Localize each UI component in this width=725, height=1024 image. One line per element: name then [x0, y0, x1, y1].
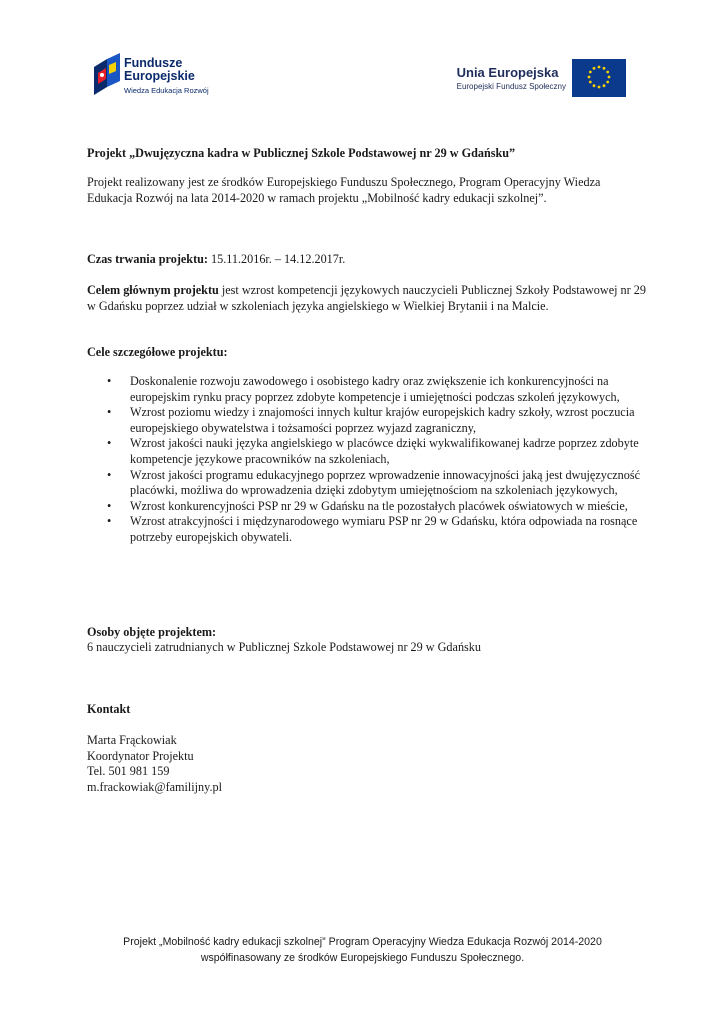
list-item — [87, 499, 647, 515]
persons-heading: Osoby objęte projektem: — [87, 625, 217, 639]
main-goal-paragraph — [87, 283, 647, 314]
bullet-icon: • — [107, 374, 112, 388]
list-item-text: Wzrost konkurencyjności PSP nr 29 w Gdańsku na tle pozostałych placówek oświatowych w mieście, — [130, 498, 628, 513]
ue-title: Unia Europejska — [456, 65, 559, 80]
duration-value: 15.11.2016r. – 14.12.2017r. — [207, 252, 346, 266]
eu-flag-icon — [572, 59, 626, 97]
bullet-icon: • — [107, 436, 112, 451]
list-item-text: Doskonalenie rozwoju zawodowego i osobistego kadry oraz zwiększenie ich konkurencyjności na europejskim rynku pracy poprzez zdobyte kompetencje i umiejętności podczas szkoleń językowych, — [130, 374, 620, 404]
list-item-text: Wzrost jakości programu edukacyjnego poprzez wprowadzenie innowacyjności jaką jest dwujęzyczność placówki, możliwa do wprowadzenia dzięki zdobytym umiejętnościom na szkoleniach językowych, — [130, 467, 640, 498]
fundusze-europejskie-mark-icon — [94, 53, 120, 97]
list-item — [87, 468, 647, 499]
bullet-icon: • — [107, 467, 112, 482]
contact-name: Marta Frąckowiak — [87, 733, 177, 747]
page-footer — [0, 935, 725, 966]
ue-subtitle: Europejski Fundusz Społeczny — [456, 82, 566, 91]
bullet-icon: • — [107, 498, 112, 513]
fundusze-europejskie-logo — [94, 53, 234, 101]
intro-paragraph: Projekt realizowany jest ze środków Europejskiego Funduszu Społecznego, Program Operacyjny Wiedza Edukacja Rozwój na lata 2014-2020 w ramach projektu „Mobilność kadry edukacji szkolnej”. — [87, 175, 601, 205]
unia-europejska-logo — [442, 59, 626, 99]
specific-goals-heading: Cele szczegółowe projektu: — [87, 345, 228, 359]
list-item-text: Wzrost poziomu wiedzy i znajomości innych kultur krajów europejskich kadry szkoły, wzrost poczucia europejskiego obywatelstwa i tożsamości poprzez wyjazd zagraniczny, — [130, 405, 635, 435]
duration-label: Czas trwania projektu: — [87, 252, 208, 266]
list-item — [87, 436, 647, 467]
contact-role: Koordynator Projektu — [87, 748, 194, 763]
bullet-icon: • — [107, 405, 112, 420]
contact-heading: Kontakt — [87, 702, 131, 716]
page-title: Projekt „Dwujęzyczna kadra w Publicznej Szkole Podstawowej nr 29 w Gdańsku” — [87, 146, 516, 160]
list-item — [87, 374, 647, 405]
footer-line2: współfinasowany ze środków Europejskiego Funduszu Społecznego. — [200, 951, 525, 964]
contact-email[interactable]: m.frackowiak@familijny.pl — [87, 779, 222, 794]
main-goal-label: Celem głównym projektu — [87, 283, 219, 297]
list-item-text: Wzrost jakości nauki języka angielskiego w placówce dzięki wykwalifikowanej kadrze poprzez zdobyte kompetencje językowe pracowników na szkoleniach, — [130, 436, 639, 466]
list-item-text: Wzrost atrakcyjności i międzynarodowego wymiaru PSP nr 29 w Gdańsku, która odpowiada na rosnące potrzeby europejskich obywateli. — [130, 514, 638, 544]
logo-title-line2: Europejskie — [124, 69, 195, 83]
duration-paragraph — [87, 252, 647, 268]
logo-subtitle: Wiedza Edukacja Rozwój — [124, 86, 209, 95]
specific-goals-list — [87, 374, 647, 546]
bullet-icon: • — [107, 514, 112, 529]
main-goal-text: jest wzrost kompetencji językowych nauczycieli Publicznej Szkoły Podstawowej nr 29 w Gdańsku poprzez udział w szkoleniach języka angielskiego w Wielkiej Brytanii i na Malcie. — [87, 283, 646, 313]
footer-line1: Projekt „Mobilność kadry edukacji szkolnej” Program Operacyjny Wiedza Edukacja Rozwój 2014-2020 — [123, 936, 602, 948]
contact-phone[interactable]: Tel. 501 981 159 — [87, 764, 170, 779]
persons-text: 6 nauczycieli zatrudnianych w Publicznej Szkole Podstawowej nr 29 w Gdańsku — [87, 640, 481, 654]
logo-title-line1: Fundusze — [124, 56, 183, 70]
list-item — [87, 405, 647, 436]
list-item — [87, 514, 647, 545]
contact-details — [87, 733, 222, 795]
